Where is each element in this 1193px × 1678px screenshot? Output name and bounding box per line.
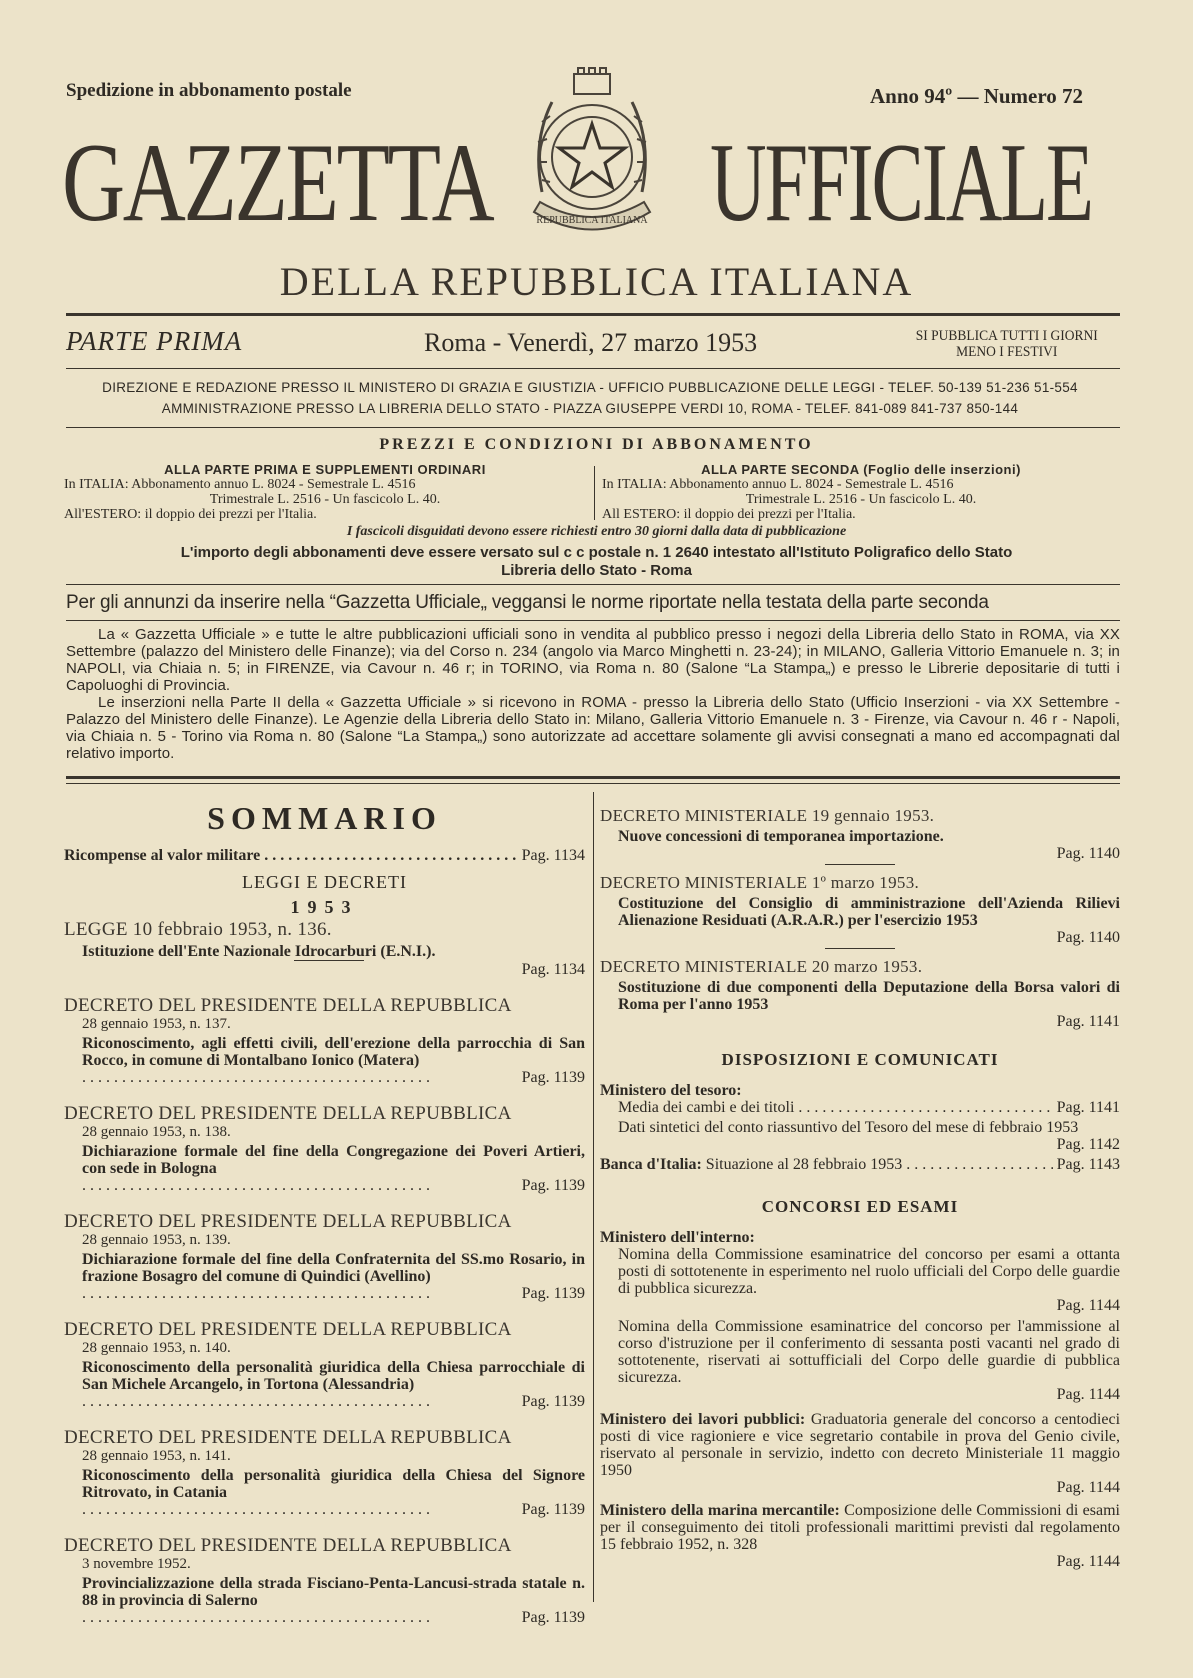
navy-page: Pag. 1144 (1056, 1553, 1120, 1570)
entry-description-text: Dichiarazione formale del fine della Congregazione dei Poveri Artieri, con sede in Bologna (82, 1143, 585, 1177)
prices-note: I fascicoli disguidati devono essere richiesti entro 30 giorni dalla data di pubblicazione (346, 524, 847, 539)
masthead-rule (66, 313, 1120, 316)
entry-description-text: Riconoscimento della personalità giuridica della Chiesa parrocchiale di San Michele Arcangelo, in Tortona (Alessandria) (82, 1359, 585, 1393)
interior-item-page: Pag. 1144 (1056, 1386, 1120, 1403)
entry-leader (64, 1501, 585, 1518)
column-divider (593, 792, 594, 1602)
payment-line2: Libreria dello Stato - Roma (501, 562, 692, 579)
rule (66, 783, 1120, 784)
summary-entry (64, 1320, 585, 1410)
interior-label: Ministero dell'interno: (600, 1229, 755, 1246)
entry-description-text: Provincializzazione della strada Fisciano-Penta-Lancusi-strada statale n. 88 in provincia di Salerno (82, 1575, 585, 1609)
navy-label: Ministero della marina mercantile: (600, 1502, 840, 1519)
issue-date: Roma - Venerdì, 27 marzo 1953 (424, 328, 758, 357)
entry-description-text: Riconoscimento, agli effetti civili, dell'erezione della parrocchia di San Rocco, in comune di Montalbano Ionico (Matera) (82, 1035, 585, 1069)
treasury-item (618, 1119, 1120, 1136)
notice-headline: Per gli annunzi da inserire nella “Gazzetta Ufficiale„ veggansi le norme riportate nella testata della parte seconda (66, 592, 989, 613)
emblem-ribbon-text: REPUBBLICA ITALIANA (536, 215, 648, 226)
leader (264, 847, 517, 864)
entry-page: Pag. 1139 (521, 1393, 585, 1410)
treasury-item-page: Pag. 1142 (1056, 1136, 1120, 1153)
interior-item-page: Pag. 1144 (1056, 1297, 1120, 1314)
summary-entry (64, 1104, 585, 1194)
entry-description: Nuove concessioni di temporanea importazione. (618, 828, 944, 845)
prices-left-line1: In ITALIA: Abbonamento annuo L. 8024 - Semestrale L. 4516 (64, 477, 416, 492)
rule (66, 620, 1120, 621)
entry-leader (64, 1285, 585, 1302)
summary-entry (600, 957, 1120, 1030)
entry-heading: DECRETO MINISTERIALE 1º marzo 1953. (600, 873, 920, 892)
short-rule (825, 864, 895, 865)
entry-description-text: Dichiarazione formale del fine della Confraternita del SS.mo Rosario, in frazione Bosagro del comune di Quindici (Avellino) (82, 1251, 585, 1285)
prices-right-line2: Trimestrale L. 2516 - Un fascicolo L. 40. (745, 492, 977, 507)
summary-entry (64, 1536, 585, 1626)
prices-left-line2: Trimestrale L. 2516 - Un fascicolo L. 40. (209, 492, 441, 507)
entry-leader (64, 1069, 585, 1086)
summary-entry (64, 1212, 585, 1302)
entry-description (64, 1251, 585, 1285)
entry-date: 28 gennaio 1953, n. 139. (82, 1232, 231, 1248)
public-works-page: Pag. 1144 (1056, 1479, 1120, 1496)
summary-first-text: Ricompense al valor militare (64, 847, 261, 864)
administration-line: AMMINISTRAZIONE PRESSO LA LIBRERIA DELLO STATO - PIAZZA GIUSEPPE VERDI 10, ROMA - TELEF. 841-089 841-737 850-144 (161, 401, 1019, 416)
publication-schedule (906, 328, 1108, 360)
entry-page: Pag. 1139 (521, 1285, 585, 1302)
entry-description: Sostituzione di due componenti della Deputazione della Borsa valori di Roma per l'anno 1953 (618, 979, 1120, 1013)
interior-item-text: Nomina della Commissione esaminatrice del concorso per l'ammissione al corso d'istruzione per il conferimento di sessanta posti vacanti nel grado di sottotenente, riservati ai sottufficiali del Corpo delle guardie di pubblica sicurezza. (618, 1318, 1120, 1386)
navy-item (600, 1502, 1120, 1553)
entry-leader (64, 1393, 585, 1410)
rule (594, 466, 595, 520)
title-ufficiale: UFFICIALE (710, 121, 1092, 245)
notice-body (66, 626, 1120, 762)
leader (798, 1099, 1052, 1116)
interior-item-text: Nomina della Commissione esaminatrice del concorso per esami a ottanta posti di sottotenente in esperimento nel ruolo ufficiali del Corpo delle guardie di pubblica sicurezza. (618, 1246, 1120, 1297)
leader (82, 1069, 518, 1086)
treasury-items (600, 1099, 1120, 1153)
entry-description: Istituzione dell'Ente Nazionale Idrocarburi (E.N.I.). (82, 943, 436, 960)
entry-page: Pag. 1139 (521, 1069, 585, 1086)
left-items (64, 920, 585, 1626)
prices-heading: PREZZI E CONDIZIONI DI ABBONAMENTO (379, 436, 814, 453)
entry-page: Pag. 1139 (521, 1501, 585, 1518)
entry-heading: DECRETO DEL PRESIDENTE DELLA REPUBBLICA (64, 1535, 512, 1556)
entry-heading: LEGGE 10 febbraio 1953, n. 136. (64, 919, 332, 940)
entry-description-text: Riconoscimento della personalità giuridica della Chiesa del Signore Ritrovato, in Catania (82, 1467, 585, 1501)
prices-right-line1: In ITALIA: Abbonamento annuo L. 8024 - Semestrale L. 4516 (602, 477, 954, 492)
summary-entry (600, 806, 1120, 865)
short-rule (825, 948, 895, 949)
subtitle: DELLA REPUBBLICA ITALIANA (279, 259, 914, 304)
entry-heading: DECRETO MINISTERIALE 20 marzo 1953. (600, 957, 923, 976)
leader (82, 1285, 518, 1302)
entry-heading: DECRETO DEL PRESIDENTE DELLA REPUBBLICA (64, 1319, 512, 1340)
entry-heading: DECRETO DEL PRESIDENTE DELLA REPUBBLICA (64, 995, 512, 1016)
entry-date: 28 gennaio 1953, n. 141. (82, 1448, 231, 1464)
republic-emblem (512, 62, 672, 252)
entry-page: Pag. 1140 (1056, 845, 1120, 862)
entry-date: 28 gennaio 1953, n. 140. (82, 1340, 231, 1356)
entry-date: 3 novembre 1952. (82, 1556, 191, 1572)
notice-para-2: Le inserzioni nella Parte II della « Gazzetta Ufficiale » si ricevono in ROMA - presso la Libreria dello Stato (Ufficio Inserzioni - via XX Settembre - Palazzo del Ministero delle Finanze). Le Agenzie della Libreria dello Stato in: Milano, Galleria Vittorio Emanuele n. 3 - Firenze, via Cavour n. 46 r - Napoli, via Chiaia n. 5 - Torino via Roma n. 80 (Salone “La Stampa„) sono autorizzate ad accettare solamente gli avvisi consegnati a mano ed accompagnati dal relativo importo. (66, 694, 1120, 762)
prices-left-title: ALLA PARTE PRIMA E SUPPLEMENTI ORDINARI (164, 462, 486, 477)
public-works-text: Graduatoria generale del concorso a centodieci posti di vice ragioniere e vice segretario contabile in prova del Genio civile, riservato al personale in servizio, indetto con decreto Ministeriale 11 maggio 1950 (600, 1411, 1121, 1479)
entry-page: Pag. 1139 (521, 1609, 585, 1626)
rule (66, 368, 1120, 369)
summary-entry (64, 1428, 585, 1518)
leader (82, 1609, 518, 1626)
postal-note: Spedizione in abbonamento postale (66, 80, 352, 101)
summary-title: SOMMARIO (207, 800, 442, 836)
right-items (600, 806, 1120, 1030)
entry-description (64, 1575, 585, 1609)
section-laws: LEGGI E DECRETI (242, 872, 407, 892)
summary-first-item (64, 847, 585, 864)
issue-number: Anno 94º — Numero 72 (870, 84, 1084, 108)
entry-description: Costituzione del Consiglio di amministrazione dell'Azienda Rilievi Alienazione Residuati (A.R.A.R.) per l'esercizio 1953 (618, 895, 1120, 929)
rule (66, 776, 1120, 779)
notice-para-1: La « Gazzetta Ufficiale » e tutte le altre pubblicazioni ufficiali sono in vendita al pubblico presso i negozi della Libreria dello Stato in ROMA, via XX Settembre (palazzo del Ministero delle Finanze); via del Corso n. 234 (angolo via Marco Minghetti n. 23-24); in MILANO, Galleria Vittorio Emanuele n. 3; in NAPOLI, via Chiaia n. 5; in FIRENZE, via Cavour n. 46 r; in TORINO, via Roma n. 80 (Salone “La Stampa„) e presso le Librerie depositarie di tutti i Capoluoghi di Provincia. (66, 626, 1120, 694)
leader (906, 1156, 1052, 1173)
public-works-label: Ministero dei lavori pubblici: (600, 1411, 806, 1428)
summary-entry (64, 920, 585, 978)
prices-right-line3: All ESTERO: il doppio dei prezzi per l'Italia. (602, 507, 856, 522)
treasury-item-text: Media dei cambi e dei titoli (618, 1099, 795, 1116)
entry-heading: DECRETO DEL PRESIDENTE DELLA REPUBBLICA (64, 1427, 512, 1448)
entry-description (64, 1035, 585, 1069)
entry-page: Pag. 1134 (521, 961, 585, 978)
treasury-item-text: Dati sintetici del conto riassuntivo del Tesoro del mese di febbraio 1953 (618, 1119, 1079, 1136)
entry-leader (64, 1609, 585, 1626)
rule (66, 427, 1120, 428)
entry-page: Pag. 1140 (1056, 929, 1120, 946)
entry-description (64, 1143, 585, 1177)
prices-right (602, 462, 1120, 522)
entry-date: 28 gennaio 1953, n. 138. (82, 1124, 231, 1140)
bank-page: Pag. 1143 (1056, 1156, 1120, 1173)
entry-heading: DECRETO DEL PRESIDENTE DELLA REPUBBLICA (64, 1103, 512, 1124)
leader (82, 1177, 518, 1194)
bank-label: Banca d'Italia: (600, 1156, 702, 1173)
treasury-item (618, 1099, 1120, 1116)
entry-page: Pag. 1139 (521, 1177, 585, 1194)
entry-description (64, 1467, 585, 1501)
public-works-item (600, 1411, 1120, 1479)
entry-leader (64, 1177, 585, 1194)
payment-line1: L'importo degli abbonamenti deve essere versato sul c c postale n. 1 2640 intestato all'Istituto Poligrafico dello Stato (180, 544, 1013, 561)
entry-page: Pag. 1141 (1056, 1013, 1120, 1030)
rule (66, 584, 1120, 585)
leader (82, 1393, 518, 1410)
entry-heading: DECRETO MINISTERIALE 19 gennaio 1953. (600, 806, 935, 825)
prices-right-title: ALLA PARTE SECONDA (Foglio delle inserzioni) (701, 462, 1021, 477)
prices-left-line3: All'ESTERO: il doppio dei prezzi per l'Italia. (64, 507, 317, 522)
summary-entry (64, 996, 585, 1086)
entry-date: 28 gennaio 1953, n. 137. (82, 1016, 231, 1032)
title-gazzetta: GAZZETTA (62, 121, 493, 245)
pub-line-2: MENO I FESTIVI (956, 344, 1058, 360)
summary-left-column (64, 800, 585, 1644)
summary-entry (600, 873, 1120, 949)
entry-description (64, 1359, 585, 1393)
summary-right-column (600, 806, 1120, 1570)
entry-heading: DECRETO DEL PRESIDENTE DELLA REPUBBLICA (64, 1211, 512, 1232)
treasury-item-page: Pag. 1141 (1056, 1099, 1120, 1116)
part-label: PARTE PRIMA (66, 326, 243, 356)
concorsi-title: CONCORSI ED ESAMI (761, 1197, 959, 1216)
direction-line: DIREZIONE E REDAZIONE PRESSO IL MINISTERO DI GRAZIA E GIUSTIZIA - UFFICIO PUBBLICAZIONE DELLE LEGGI - TELEF. 50-139 51-236 51-554 (102, 380, 1078, 395)
bank-text: Situazione al 28 febbraio 1953 (705, 1156, 903, 1173)
treasury-label: Ministero del tesoro: (600, 1082, 742, 1099)
bank-item (600, 1156, 1120, 1173)
pub-line-1: SI PUBBLICA TUTTI I GIORNI (915, 328, 1098, 344)
navy-text: Composizione delle Commissioni di esami per il conseguimento dei titoli professionali marittimi previsti dal regolamento 15 febbraio 1952, n. 328 (600, 1502, 1120, 1553)
summary-first-page: Pag. 1134 (521, 847, 585, 864)
prices-left (64, 462, 586, 522)
interior-items (600, 1246, 1120, 1403)
disp-title: DISPOSIZIONI E COMUNICATI (721, 1050, 999, 1069)
section-year: 1953 (290, 897, 359, 917)
leader (82, 1501, 518, 1518)
